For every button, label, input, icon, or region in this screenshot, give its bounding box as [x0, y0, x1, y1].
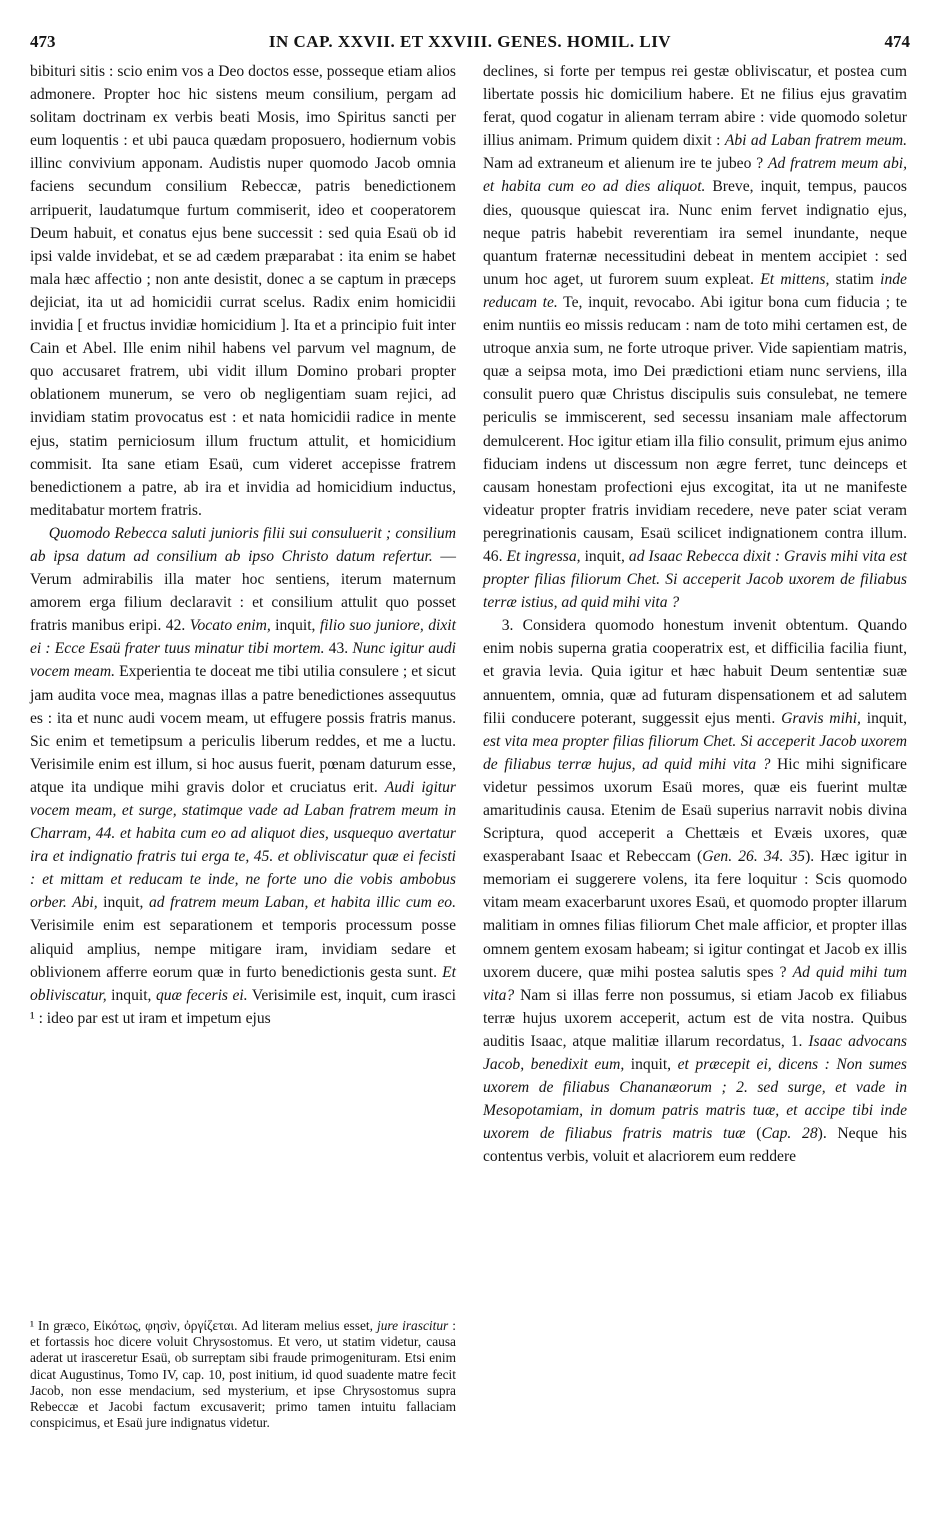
paragraph: bibituri sitis : scio enim vos a Deo doctos esse, posseque etiam alios admonere. Propter hoc hic sistens meum consilium, pergam ad solitam doctrinam ex verbis beati Mosis, imo Spiritus sancti per eum loquentis : et ubi pauca quædam proposuero, hodiernum vobis illinc convivium apponam. Audistis nuper quomodo Jacob omnia faciens secundum consilium Rebeccæ, patris benedictionem arripuerit, laudatumque furtum commiserit, ideo et cooperatorem Deum habuit, et conatus ejus bene successit : sed quia Esaü ob id ipsi valde invidebat, et se ad cædem præparabat : ita enim se habet mala hæc affectio ; non ante desistit, donec a se captum in præceps dejiciat, ita ut ad homicidii currat scelus. Radix enim homicidii invidia [ et fructus invidiæ homicidium ]. Ita et a principio fuit inter Cain et Abel. Ille enim nihil habens vel parvum vel magnum, de quo accusaret fratrem, ubi vidit illum Domino probari propter oblationem munerum, se vero ob negligentiam suam rejici, ad invidiam statim provocatus est : et nata homicidii radice in mente ejus, statim perniciosum illum fructum attulit, et homicidium commisit. Ita sane etiam Esaü, cum videret accepisse fratrem benedictionem a patre, ab ira et invidia ad homicidium inductus, meditabatur mortem fratris.	[30, 63, 456, 519]
running-title: IN CAP. XXVII. ET XXVIII. GENES. HOMIL. LIV	[268, 32, 672, 51]
page-number-right: 474	[884, 32, 910, 51]
paragraph: declines, si forte per tempus rei gestæ obliviscatur, et postea cum libertate possis hic domicilium habere. Et ne filius ejus gravatim ferat, quod cogatur in alienam terram abire : vide quomodo soletur illius animam. Primum quidem dixit : Abi ad Laban fratrem meum. Nam ad extraneum et alienum ire te jubeo ? Ad fratrem meum abi, et habita cum eo ad dies aliquot. Breve, inquit, tempus, paucos dies, quousque quiescat ira. Nunc enim fervet indignatio ejus, neque patris habebit reverentiam ira semel inundante, neque quantum fraternæ necessitudini debeat in mentem accipiet : sed unum hoc aget, ut furorem suum expleat. Et mittens, statim inde reducam te. Te, inquit, revocabo. Abi igitur bona cum fiducia ; te enim nuntiis eo missis reducam : nam de toto mihi certamen est, de utroque anxia sum, ne forte utroque priver. Vide sapientiam matris, quæ a seipsa mota, imo Dei prædictioni etiam nunc serviens, illa consulit puero quæ Christus discipulis suis consulebat, ne temere periculis se immiscerent, sed secessu insaniam male affectorum demulcerent. Hoc igitur etiam illa filio consulit, primum ejus animo fiduciam indens ut discessum non ægre ferret, tunc deinceps et causam honestam profectioni ejus excogitat, ita ut ne manifeste videatur propter fratris invidiam recedere, neve pater sciat veram peregrinationis causam, Esaü scilicet indignationem contra illum. 46. Et ingressa, inquit, ad Isaac Rebecca dixit : Gravis mihi vita est propter filias filiorum Chet. Si acceperit Jacob uxorem de filiabus terræ istius, ad quid mihi vita ?	[483, 63, 907, 612]
left-column	[30, 60, 456, 1030]
footnote-mark: ¹	[30, 1318, 35, 1333]
right-column	[483, 60, 907, 1169]
page-number-left: 473	[30, 32, 56, 51]
footnote	[30, 1318, 456, 1431]
section-summary: Quomodo Rebecca saluti junioris filii sui consuluerit ; consilium ab ipsa datum ad consilium ab ipso Christo datum refertur.	[30, 524, 456, 565]
paragraph: Quomodo Rebecca saluti junioris filii sui consuluerit ; consilium ab ipsa datum ad consilium ab ipso Christo datum refertur. — Verum admirabilis illa mater hoc sentiens, iterum maternum amorem erga filium declaravit : et consilium attulit quo posset fratris manibus eripi. 42. Vocato enim, inquit, filio suo juniore, dixit ei : Ecce Esaü frater tuus minatur tibi mortem. 43. Nunc igitur audi vocem meam. Experientia te doceat me tibi utilia consulere ; et sicut jam audita voce mea, magnas illas a patre benedictiones assequutus es : ita et nunc audi vocem meam, ut effugere possis fratris manus. Sic enim et temetipsum a periculis liberum reddes, et me a luctu. Verisimile enim est illum, si hoc ausus fuerit, pœnam daturum esse, atque ita undique mihi gravis dolor et cruciatus erit. Audi igitur vocem meam, et surge, statimque vade ad Laban fratrem meum in Charram, 44. et habita cum eo ad aliquot dies, usquequo avertatur ira et indignatio fratris tui erga te, 45. et obliviscatur quæ ei fecisti : et mittam et reducam te inde, ne forte uno die vobis ambobus orber. Abi, inquit, ad fratrem meum Laban, et habita illic cum eo. Verisimile enim est separationem et temporis processum posse aliquid amplius, nempe mitigare iram, invidiam sedare et oblivionem afferre eorum quæ in furto benedictionis gesta sunt. Et obliviscatur, inquit, quæ feceris ei. Verisimile est, inquit, cum irasci ¹ : ideo par est ut iram et impetum ejus	[30, 524, 457, 1027]
footnote-text: ¹ In græco, Εἰκότως, φησὶν, ὀργίζεται. Ad literam melius esset, jure irascitur : et fortassis hoc dicere voluit Chrysostomus. Et vero, ut statim videtur, causa aderat ut irasceretur Esaü, ob surreptam sibi fraude primogenituram. Etsi enim dicat Augustinus, Tomo IV, cap. 10, post initium, id quod suadente matre fecit Jacob, non esse mendacium, sed mysterium, et ipse Chrysostomus supra Rebeccæ et Jacobi factum excusaverit; primo tamen intuitu fallaciam conspicimus, et Esaü jure indignatus videtur.	[30, 1318, 456, 1431]
paragraph: 3. Considera quomodo honestum invenit obtentum. Quando enim nobis superna gratia cooperatrix est, et difficilia facilia fiunt, et gravia levia. Quia igitur et hæc habuit Deum sententiæ suæ annuentem, omnia, quæ ad futuram dispensationem et ad salutem filii conducere poterant, suggessit ejus menti. Gravis mihi, inquit, est vita mea propter filias filiorum Chet. Si acceperit Jacob uxorem de filiabus terræ hujus, ad quid mihi vita ? Hic mihi significare videtur pessimos uxorum Esaü mores, quæ eis fuerint multæ amaritudinis causa. Etenim de Esaü superius narravit nobis divina Scriptura, quod acceperit a Chettæis et Evæis uxores, quæ exasperabant Isaac et Rebeccam (Gen. 26. 34. 35). Hæc igitur in memoriam ei suggerere volens, ita fere loquitur : Scis quomodo vitam meam exacerbarunt uxores Esaü, et quomodo propter illarum malitiam in omnes filias filiorum Chet male afficior, et propter illas omnem gentem exosam habeam; si igitur contingat et Jacob ex illis uxorem ducere, quæ mihi postea salutis spes ? Ad quid mihi tum vita? Nam si illas ferre non possumus, si etiam Jacob ex filiabus terræ hujus uxorem acceperit, actum est de vita nostra. Quibus auditis Isaac, atque malitiæ illarum recordatus, 1. Isaac advocans Jacob, benedixit eum, inquit, et præcepit ei, dicens : Non sumes uxorem de filiabus Chananæorum ; 2. sed surge, et vade in Mesopotamiam, in domum patris matris tuæ, et accipe tibi inde uxorem de filiabus fratris matris tuæ (Cap. 28). Neque his contentus verbis, voluit et alacriorem eum reddere	[483, 617, 908, 1166]
running-head	[30, 32, 910, 56]
